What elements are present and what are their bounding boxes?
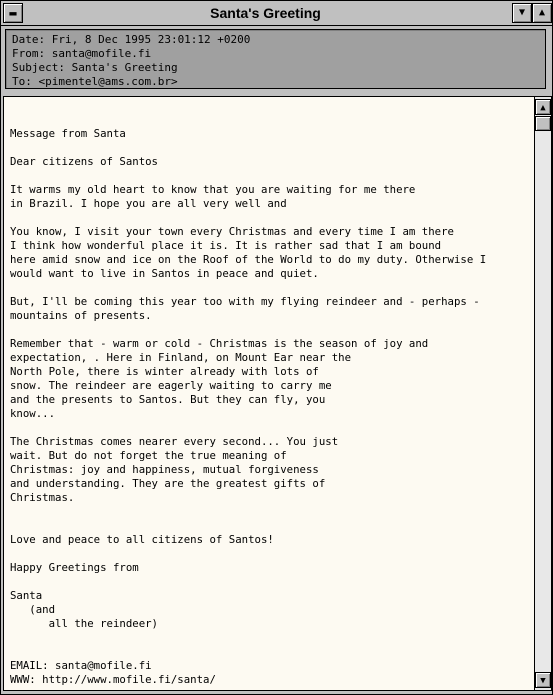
scroll-down-button[interactable] [535,672,551,688]
header-date: Date: Fri, 8 Dec 1995 23:01:12 +0200 [12,33,251,46]
message-line: expectation, . Here in Finland, on Mount Ear near the [10,351,352,364]
message-line: (and [10,603,56,616]
message-line [10,211,530,225]
message-body[interactable] [10,127,530,687]
header-from: From: santa@mofile.fi [12,47,152,60]
message-line [10,547,530,561]
vertical-scrollbar[interactable] [534,97,552,690]
message-line [10,141,530,155]
message-line: WWW: http://www.mofile.fi/santa/ [10,673,216,686]
system-menu-button[interactable] [3,3,23,23]
window-title: Santa's Greeting [210,5,321,21]
title-bar[interactable] [1,1,552,26]
message-line: Santa [10,589,43,602]
message-line: But, I'll be coming this year too with my flying reindeer and - perhaps - [10,295,480,308]
message-line: It warms my old heart to know that you are waiting for me there [10,183,416,196]
triangle-up-icon: ▲ [538,7,546,18]
message-line [10,421,530,435]
message-line: Dear citizens of Santos [10,155,158,168]
minimize-button[interactable] [512,3,532,23]
message-headers [5,29,546,89]
header-to: To: <pimentel@ams.com.br> [12,75,178,88]
triangle-down-icon: ▼ [518,7,526,18]
minus-icon: ▬ [9,6,17,20]
message-line: Christmas: joy and happiness, mutual forgiveness [10,463,319,476]
message-line: Remember that - warm or cold - Christmas is the season of joy and [10,337,429,350]
message-line: snow. The reindeer are eagerly waiting to carry me [10,379,332,392]
message-line [10,169,530,183]
message-line: EMAIL: santa@mofile.fi [10,659,152,672]
message-line: here amid snow and ice on the Roof of the World to do my duty. Otherwise I [10,253,487,266]
message-line: mountains of presents. [10,309,152,322]
message-line [10,645,530,659]
message-line: and understanding. They are the greatest gifts of [10,477,326,490]
message-line: and the presents to Santos. But they can fly, you [10,393,326,406]
message-line: Happy Greetings from [10,561,139,574]
maximize-button[interactable] [532,3,552,23]
message-area [3,96,552,691]
message-line [10,281,530,295]
message-line: in Brazil. I hope you are all very well and [10,197,287,210]
message-line [10,631,530,645]
scroll-up-button[interactable] [535,99,551,115]
message-line: all the reindeer) [10,617,158,630]
message-line: The Christmas comes nearer every second... You just [10,435,339,448]
message-line: Christmas. [10,491,75,504]
message-line: I think how wonderful place it is. It is rather sad that I am bound [10,239,442,252]
message-line: would want to live in Santos in peace and quiet. [10,267,319,280]
message-line: North Pole, there is winter already with lots of [10,365,319,378]
message-line: know... [10,407,56,420]
arrow-down-icon: ▼ [540,676,546,686]
message-line [10,575,530,589]
message-line [10,519,530,533]
header-subject: Subject: Santa's Greeting [12,61,178,74]
message-line [10,505,530,519]
message-line: Love and peace to all citizens of Santos! [10,533,274,546]
message-line: Message from Santa [10,127,126,140]
message-line: You know, I visit your town every Christmas and every time I am there [10,225,454,238]
scroll-thumb[interactable] [535,116,551,131]
arrow-up-icon: ▲ [540,103,546,113]
message-line [10,323,530,337]
message-line: wait. But do not forget the true meaning of [10,449,287,462]
